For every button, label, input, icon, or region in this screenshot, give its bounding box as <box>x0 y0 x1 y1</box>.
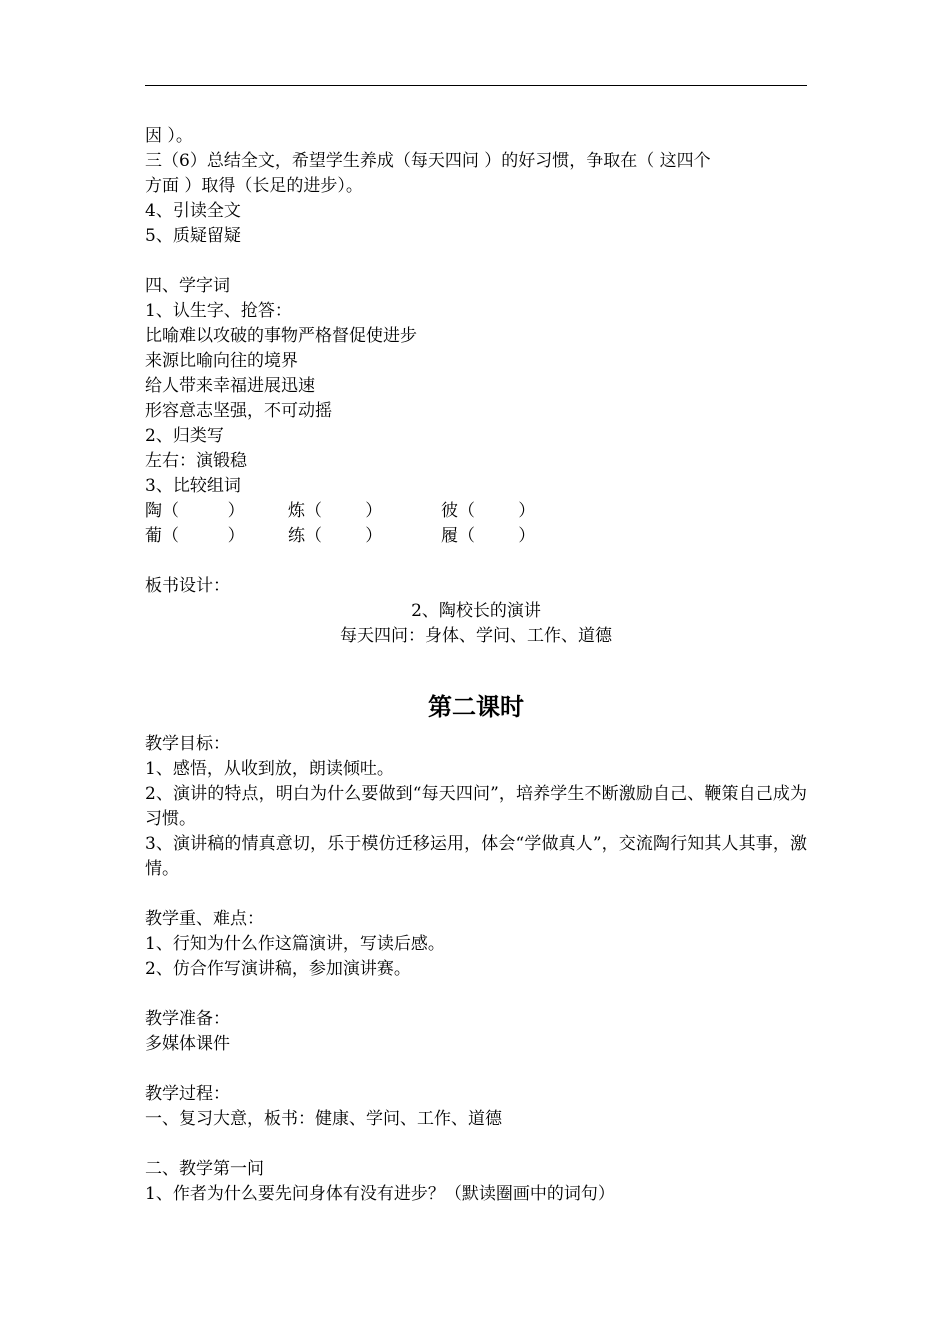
text-line: 比喻难以攻破的事物严格督促使进步 <box>145 326 417 346</box>
lesson-part-one <box>145 124 807 499</box>
board-line-title: 2、陶校长的演讲 <box>411 601 541 621</box>
goals-label: 教学目标： <box>145 734 230 754</box>
text-line: 4、引读全文 <box>145 201 241 221</box>
compare-row <box>145 499 807 524</box>
process-label: 教学过程： <box>145 1084 230 1104</box>
text-line: 来源比喻向往的境界 <box>145 351 298 371</box>
blank-line <box>145 1132 807 1157</box>
text-line: 1、认生字、抢答： <box>145 301 292 321</box>
goal-item-3: 3、演讲稿的情真意切，乐于模仿迁移运用，体会“学做真人”，交流陶行知其人其事，激情。 <box>145 834 807 879</box>
board-design-label: 板书设计： <box>145 576 230 596</box>
text-line: 四、学字词 <box>145 276 230 296</box>
text-line: 给人带来幸福进展迅速 <box>145 376 315 396</box>
prep-content: 多媒体课件 <box>145 1034 230 1054</box>
text-line: 因 ）。 <box>145 126 193 146</box>
key-point-1: 1、行知为什么作这篇演讲，写读后感。 <box>145 934 445 954</box>
process-line: 二、教学第一问 <box>145 1159 264 1179</box>
process-steps <box>145 1107 807 1207</box>
text-line: 3、比较组词 <box>145 476 241 496</box>
key-points-label: 教学重、难点： <box>145 909 264 929</box>
compare-cell: 练（ ） <box>288 526 383 546</box>
text-line: 2、归类写 <box>145 426 224 446</box>
board-line-content: 每天四问：身体、学问、工作、道德 <box>340 626 612 646</box>
compare-cell: 履（ ） <box>441 526 536 546</box>
key-point-2: 2、仿合作写演讲稿，参加演讲赛。 <box>145 959 411 979</box>
process-line: 1、作者为什么要先问身体有没有进步？（默读圈画中的词句） <box>145 1184 615 1204</box>
section-title: 第二课时 <box>428 693 524 721</box>
compare-cell: 陶（ ） <box>145 501 245 521</box>
document-body <box>145 124 807 1207</box>
goal-item-1: 1、感悟，从收到放，朗读倾吐。 <box>145 759 394 779</box>
header-rule <box>145 85 807 86</box>
compare-words-table <box>145 499 807 549</box>
process-line: 一、复习大意，板书：健康、学问、工作、道德 <box>145 1109 502 1129</box>
compare-cell: 葡（ ） <box>145 526 245 546</box>
text-line: 方面 ）取得（长足的进步）。 <box>145 176 363 196</box>
text-line: 形容意志坚强，不可动摇 <box>145 401 332 421</box>
text-line: 5、质疑留疑 <box>145 226 241 246</box>
blank-line <box>145 249 807 274</box>
compare-row <box>145 524 807 549</box>
goal-item-2: 2、演讲的特点，明白为什么要做到“每天四问”，培养学生不断激励自己、鞭策自己成为习惯。 <box>145 784 807 829</box>
text-line: 左右：演锻稳 <box>145 451 247 471</box>
text-line: 三（6）总结全文，希望学生养成（每天四问 ）的好习惯，争取在（ 这四个 <box>145 151 711 171</box>
compare-cell: 炼（ ） <box>288 501 383 521</box>
prep-label: 教学准备： <box>145 1009 230 1029</box>
compare-cell: 彼（ ） <box>441 501 536 521</box>
